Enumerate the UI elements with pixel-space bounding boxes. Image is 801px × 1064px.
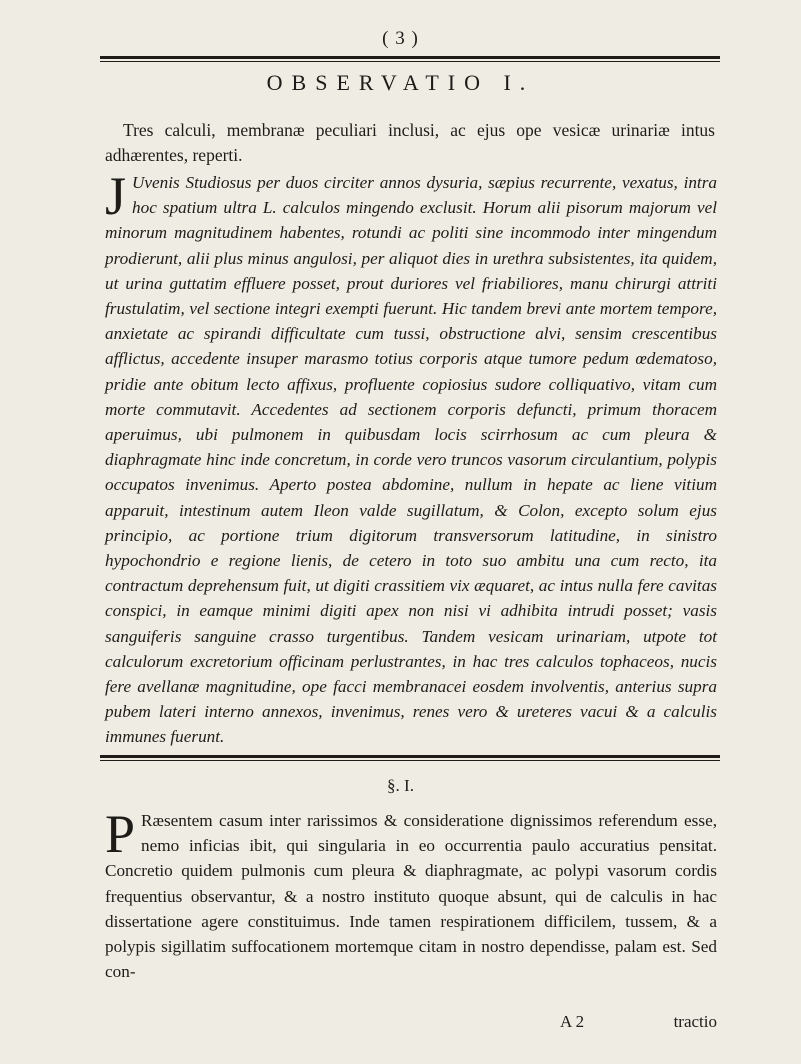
observation-dropcap: J xyxy=(105,166,127,226)
observation-subtitle: Tres calculi, membranæ peculiari inclusi, ac ejus ope vesicæ urinariæ intus adhærentes, reperti. xyxy=(105,120,715,165)
page-number: ( 3 ) xyxy=(382,28,419,49)
middle-rule-thin xyxy=(100,760,720,761)
top-rule-thin xyxy=(100,61,720,62)
section-mark: §. I. xyxy=(387,776,414,795)
section-text: Ræsentem casum inter rarissimos & considerationе dignissimos referendum esse, nemo inficias ibit, qui singularia in eo occurrentia paulo accuratius pensitat. Concretio quidem pulmonis cum pleura & diaphragmate, ac polypi vasorum cordis frequentius observantur, & a nostro instituto quoque absunt, qui de calculis in hac dissertatione agere constituimus. Inde tamen respirationem difficilem, tussem, & a polypis sigillatim suffocationem mortemque citam in nostro dependisse, palam est. Sed con- xyxy=(105,811,717,982)
middle-rule-thick xyxy=(100,755,720,758)
section-body xyxy=(105,804,717,984)
observation-heading: OBSERVATIO I. xyxy=(266,70,535,95)
observation-text: Uvenis Studiosus per duos circiter annos dysuria, sæpius recurrente, vexatus, intra hoc spatium ultra L. calculos mingendo exclusit. Horum alii pisorum majorum vel minorum magnitudinem habentes, rotundi ac politi sine incommodo inter mingendum prodierunt, alii plus minus angulosi, per aliquot dies in urethra subsistentes, ita quidem, ut urina guttatim effluere posset, prout duriores vel friabiliores, manu chirurgi attriti frustulatim, vel sectione integri exempti fuerunt. Hic tandem brevi ante mortem tempore, anxietate ac spirandi difficultate cum tussi, obstructione alvi, sensim crescentibus afflictus, accedente insuper marasmo totius corporis atque tumore pedum œdematoso, pridie ante obitum lecto affixus, profluente copiosius sudore colliquativo, vitam cum morte commutavit. Accedentes ad sectionem corporis defuncti, primum thoracem aperuimus, ubi pulmonem in quibusdam locis scirrhosum ac cum pleura & diaphragmate hinc inde concretum, in corde vero truncos vasorum circulantium, polypis occupatos invenimus. Aperto postea abdomine, nullum in hepate ac liene vitium apparuit, intestinum autem Ileon valde sugillatum, & Colon, excepto solum ejus principio, ac portione trium digitorum transversorum latitudine, in sinistro hypochondrio e regione lienis, de cetero in toto suo ambitu una cum recto, ita contractum deprehensum fuit, ut digiti crassitiem vix æquaret, ac intus nulla fere cavitas conspici, in eamque minimi digiti apex non nisi vi adhibita intrudi posset; vasis sanguiferis sanguine crasso turgentibus. Tandem vesicam urinariam, utpote tot calculorum excretorium officinam perlustrantes, in hac tres calculos tophaceos, nucis fere avellanæ magnitudine, ope facci membranacei eosdem involventis, anterius supra pubem lateri interno annexos, invenimus, renes vero & ureteres vacui & a calculis immunes fuerunt. xyxy=(105,173,717,747)
section-dropcap: P xyxy=(105,804,136,864)
signature-mark: A 2 xyxy=(560,1012,585,1031)
top-rule-thick xyxy=(100,56,720,59)
catchword: tractio xyxy=(673,1012,717,1031)
observation-body xyxy=(105,166,717,750)
